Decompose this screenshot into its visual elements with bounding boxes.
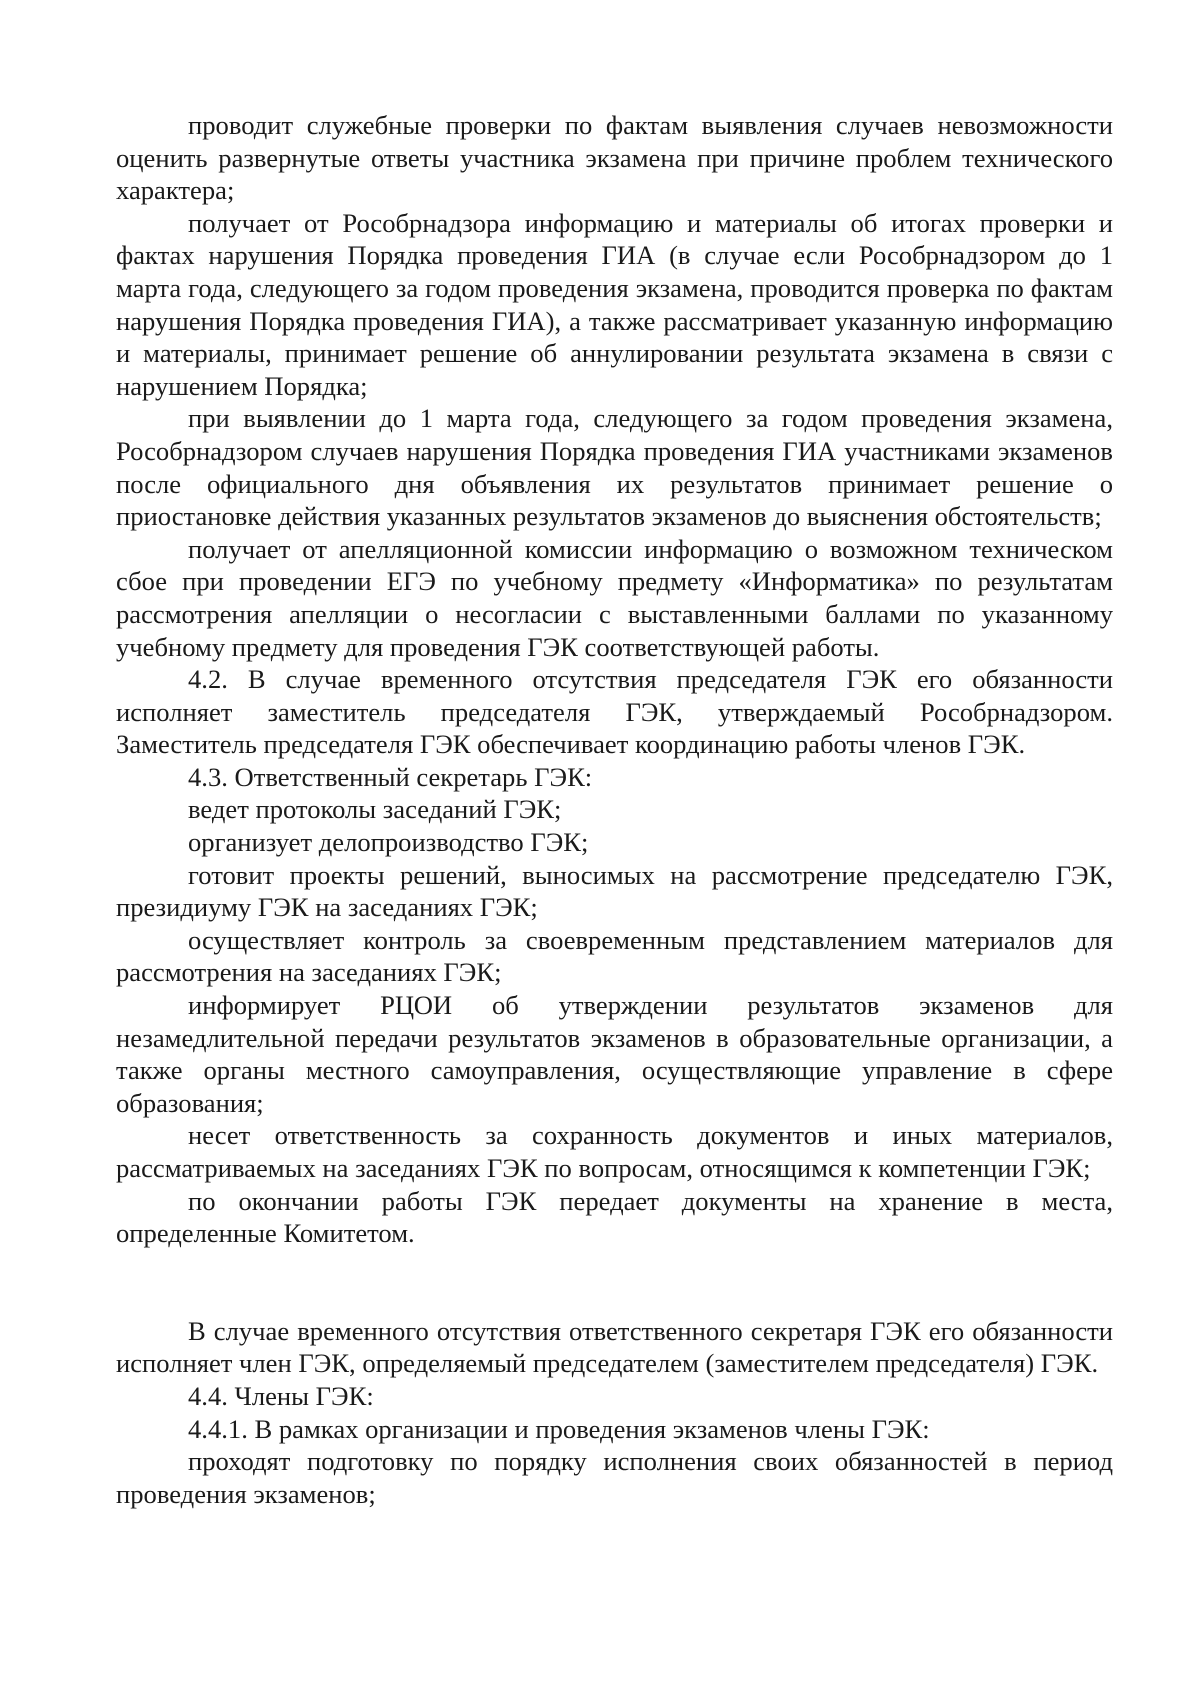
paragraph: 4.2. В случае временного отсутствия председателя ГЭК его обязанности исполняет заместитель председателя ГЭК, утверждаемый Рособрнадзором. Заместитель председателя ГЭК обеспечивает координацию работы членов ГЭК. [116, 664, 1113, 760]
paragraph: при выявлении до 1 марта года, следующего за годом проведения экзамена, Рособрнадзором случаев нарушения Порядка проведения ГИА участниками экзаменов после официального дня объявления их результатов принимает решение о приостановке действия указанных результатов экзаменов до выяснения обстоятельств; [116, 403, 1113, 532]
paragraph: 4.4. Члены ГЭК: [188, 1380, 374, 1411]
paragraph: по окончании работы ГЭК передает документы на хранение в места, определенные Комитетом. [116, 1185, 1113, 1249]
paragraph: готовит проекты решений, выносимых на рассмотрение председателю ГЭК, президиуму ГЭК на заседаниях ГЭК; [116, 859, 1113, 923]
document-body [116, 109, 1113, 1510]
paragraph: В случае временного отсутствия ответственного секретаря ГЭК его обязанности исполняет член ГЭК, определяемый председателем (заместителем председателя) ГЭК. [116, 1315, 1113, 1379]
paragraph: проводит служебные проверки по фактам выявления случаев невозможности оценить развернутые ответы участника экзамена при причине проблем технического характера; [116, 110, 1113, 206]
paragraph: 4.3. Ответственный секретарь ГЭК: [188, 761, 593, 792]
paragraph: осуществляет контроль за своевременным представлением материалов для рассмотрения на заседаниях ГЭК; [116, 924, 1113, 988]
blank-line-gap [116, 1250, 1113, 1315]
paragraph: получает от апелляционной комиссии информацию о возможном техническом сбое при проведении ЕГЭ по учебному предмету «Информатика» по результатам рассмотрения апелляции о несогласии с выставленными баллами по указанному учебному предмету для проведения ГЭК соответствующей работы. [116, 533, 1113, 662]
paragraph: организует делопроизводство ГЭК; [188, 827, 589, 858]
paragraph: получает от Рособрнадзора информацию и материалы об итогах проверки и фактах нарушения Порядка проведения ГИА (в случае если Рособрнадзором до 1 марта года, следующего за годом проведения экзамена, проводится проверка по фактам нарушения Порядка проведения ГИА), а также рассматривает указанную информацию и материалы, принимает решение об аннулировании результата экзамена в связи с нарушением Порядка; [116, 207, 1113, 401]
paragraph: ведет протоколы заседаний ГЭК; [188, 794, 562, 825]
paragraph: информирует РЦОИ об утверждении результатов экзаменов для незамедлительной передачи результатов экзаменов в образовательные организации, а также органы местного самоуправления, осуществляющие управление в сфере образования; [116, 990, 1113, 1118]
paragraph: несет ответственность за сохранность документов и иных материалов, рассматриваемых на заседаниях ГЭК по вопросам, относящимся к компетенции ГЭК; [116, 1120, 1113, 1183]
paragraph: 4.4.1. В рамках организации и проведения экзаменов члены ГЭК: [188, 1413, 930, 1444]
paragraph: проходят подготовку по порядку исполнения своих обязанностей в период проведения экзаменов; [116, 1446, 1113, 1509]
